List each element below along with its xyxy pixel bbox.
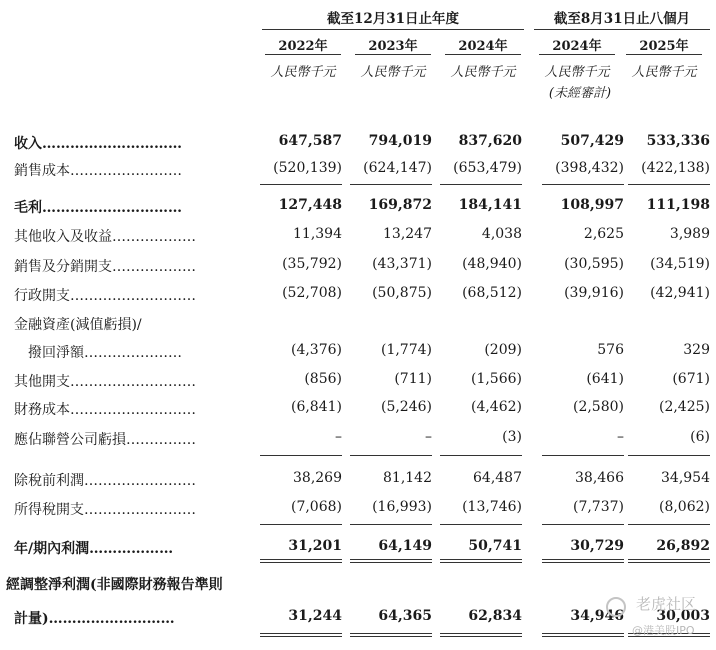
subtotal-rule [628,184,710,185]
watermark-subtext: @港美股IPO [632,624,695,637]
row-value: (209) [484,342,522,358]
row-label: 行政開支……………………… [14,288,196,304]
subtotal-rule [260,524,342,525]
row-value: 38,466 [575,470,624,486]
row-label: 計量)……………………… [14,611,175,627]
row-value: 30,003 [656,608,710,624]
subtotal-rule [260,455,342,456]
column-header-rule [265,54,341,55]
row-label: 銷售及分銷開支……………… [14,259,196,275]
row-value: (7,737) [572,499,624,515]
total-double-rule [440,559,522,563]
row-value: 62,834 [468,608,522,624]
row-value: 576 [597,342,624,358]
row-label: 其他開支……………………… [14,374,196,390]
row-value: 533,336 [646,133,710,149]
total-double-rule [350,559,432,563]
row-value: 837,620 [458,133,522,149]
subtotal-rule [628,455,710,456]
row-value: 111,198 [646,197,710,213]
row-value: – [617,429,624,445]
row-value: (2,425) [658,399,710,415]
total-double-rule [260,633,342,637]
header-group-years-rule [262,29,524,30]
row-value: (1,774) [380,342,432,358]
row-value: (50,875) [372,285,432,301]
row-value: (1,566) [470,371,522,387]
row-value: (8,062) [658,499,710,515]
row-value: 26,892 [656,538,710,554]
column-header-unit: 人民幣千元 [270,65,336,80]
row-label: 所得稅開支…………………… [14,502,196,518]
row-value: 34,946 [570,608,624,624]
total-double-rule [440,633,522,637]
row-label: 除稅前利潤…………………… [14,473,196,489]
row-value: – [425,429,432,445]
row-label: 收入………………………… [14,136,182,152]
row-value: 127,448 [278,197,342,213]
row-value: (711) [394,371,432,387]
row-value: 30,729 [570,538,624,554]
row-value: 794,019 [368,133,432,149]
total-double-rule [350,633,432,637]
column-header-unit: 人民幣千元 [360,65,426,80]
column-header-unit: 人民幣千元 [544,65,610,80]
row-label: 毛利………………………… [14,200,182,216]
row-value: (52,708) [282,285,342,301]
row-value: 38,269 [293,470,342,486]
header-group-years: 截至12月31日止年度 [326,11,460,27]
row-value: (671) [672,371,710,387]
row-label: 金融資產(減值虧損)/ [14,317,142,333]
column-header-year: 2022年 [278,39,328,54]
row-label: 銷售成本…………………… [14,163,182,179]
row-value: (48,940) [462,256,522,272]
row-label: 經調整淨利潤(非國際財務報告準則 [6,577,223,593]
row-label: 應佔聯營公司虧損…………… [14,432,196,448]
subtotal-rule [350,184,432,185]
column-header-year: 2024年 [458,39,508,54]
row-value: (68,512) [462,285,522,301]
row-value: – [335,429,342,445]
total-double-rule [542,559,624,563]
row-label: 其他收入及收益……………… [14,229,196,245]
row-value: (43,371) [372,256,432,272]
row-value: 4,038 [481,226,522,242]
row-value: (7,068) [290,499,342,515]
column-header-rule [355,54,431,55]
row-value: (30,595) [564,256,624,272]
column-header-year: 2025年 [639,39,689,54]
row-value: 647,587 [278,133,342,149]
row-value: (4,376) [290,342,342,358]
row-value: (42,941) [650,285,710,301]
row-value: 13,247 [383,226,432,242]
row-value: (2,580) [572,399,624,415]
row-label: 撥回淨額………………… [28,345,182,361]
row-value: (6,841) [290,399,342,415]
row-value: (653,479) [453,160,522,176]
row-value: 34,954 [661,470,710,486]
subtotal-rule [542,524,624,525]
row-value: 507,429 [560,133,624,149]
row-value: (856) [304,371,342,387]
row-value: (624,147) [363,160,432,176]
row-value: (5,246) [380,399,432,415]
subtotal-rule [542,184,624,185]
row-value: (13,746) [462,499,522,515]
subtotal-rule [440,184,522,185]
column-header-unit: 人民幣千元 [450,65,516,80]
watermark-text: 老虎社区 [636,595,697,613]
row-value: 50,741 [468,538,522,554]
total-double-rule [260,559,342,563]
row-value: 3,989 [669,226,710,242]
subtotal-rule [260,184,342,185]
column-header-year: 2023年 [368,39,418,54]
row-value: (641) [586,371,624,387]
subtotal-rule [542,455,624,456]
row-value: 31,201 [288,538,342,554]
row-label: 年/期內利潤……………… [14,541,174,557]
row-value: 2,625 [583,226,624,242]
row-value: 329 [683,342,710,358]
row-value: (520,139) [273,160,342,176]
row-value: (3) [502,429,522,445]
row-value: (4,462) [470,399,522,415]
row-value: (34,519) [650,256,710,272]
column-header-year: 2024年 [552,39,602,54]
row-value: (39,916) [564,285,624,301]
header-group-months: 截至8月31日止八個月 [553,11,691,27]
row-value: 108,997 [560,197,624,213]
row-value: 184,141 [458,197,522,213]
subtotal-rule [350,524,432,525]
subtotal-rule [628,524,710,525]
row-value: (6) [690,429,710,445]
row-value: 64,149 [378,538,432,554]
total-double-rule [542,633,624,637]
row-value: 64,487 [473,470,522,486]
total-double-rule [628,559,710,563]
row-value: 64,365 [378,608,432,624]
column-header-rule [445,54,521,55]
subtotal-rule [440,455,522,456]
row-value: (422,138) [641,160,710,176]
row-value: 169,872 [368,197,432,213]
header-group-months-rule [534,29,710,30]
row-value: 31,244 [288,608,342,624]
watermark-logo-icon [606,597,626,617]
subtotal-rule [440,524,522,525]
row-value: 11,394 [293,226,342,242]
column-header-unit: 人民幣千元 [631,65,697,80]
row-value: (35,792) [282,256,342,272]
unaudited-note: (未經審計) [548,86,612,101]
column-header-rule [626,54,702,55]
column-header-rule [539,54,615,55]
row-value: 81,142 [383,470,432,486]
row-label: 財務成本……………………… [14,402,196,418]
subtotal-rule [350,455,432,456]
row-value: (16,993) [372,499,432,515]
row-value: (398,432) [555,160,624,176]
